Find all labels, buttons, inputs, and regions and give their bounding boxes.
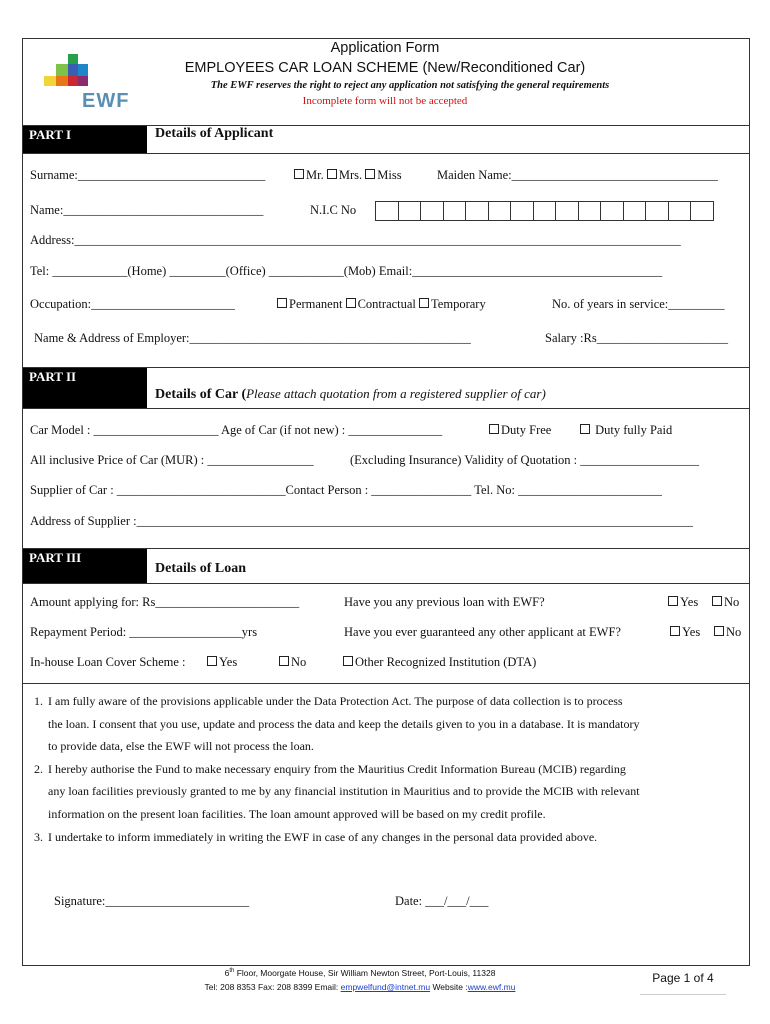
part3-title: Details of Loan: [155, 561, 246, 576]
years-service-field[interactable]: No. of years in service:_________: [552, 297, 725, 311]
maiden-name-field[interactable]: Maiden Name:_________________________________: [437, 168, 718, 182]
supplier-field[interactable]: Supplier of Car : ___________________________Contact Person : ________________ Tel. No: _______________________: [30, 483, 662, 497]
page-number: Page 1 of 4: [640, 968, 726, 995]
title-checkbox-mr[interactable]: Mr.: [294, 168, 324, 182]
inhouse-loan-cover-label: In-house Loan Cover Scheme :: [30, 655, 186, 669]
footer-address: 6th Floor, Moorgate House, Sir William Newton Street, Port-Louis, 11328: [224, 968, 496, 978]
divider: [22, 408, 750, 409]
checkbox-icon[interactable]: [712, 596, 722, 606]
checkbox-icon[interactable]: [279, 656, 289, 666]
checkbox-icon[interactable]: [365, 169, 375, 179]
divider: [22, 683, 750, 684]
employment-type-options: [277, 297, 486, 312]
checkbox-duty-free[interactable]: Duty Free: [489, 423, 551, 438]
website-link[interactable]: www.ewf.mu: [467, 982, 516, 992]
logo-text: EWF: [82, 90, 130, 112]
employer-field[interactable]: Name & Address of Employer:_____________________________________________: [34, 331, 471, 345]
declaration-item: 3. I undertake to inform immediately in writing the EWF in case of any changes in the personal data provided above.: [34, 829, 598, 844]
repayment-period-field[interactable]: Repayment Period: __________________yrs: [30, 625, 258, 639]
title-checkbox-miss[interactable]: Miss: [365, 168, 401, 182]
occupation-field[interactable]: Occupation:_______________________: [30, 297, 235, 311]
email-link[interactable]: empwelfund@intnet.mu: [340, 982, 431, 992]
surname-field[interactable]: Surname:______________________________: [30, 168, 266, 182]
part2-label: PART II: [23, 368, 147, 408]
checkbox-icon[interactable]: [294, 169, 304, 179]
footer-contact: Tel: 208 8353 Fax: 208 8399 Email: empwelfund@intnet.mu Website :www.ewf.mu: [204, 982, 516, 992]
warning-text: Incomplete form will not be accepted: [302, 95, 468, 107]
form-subtitle: EMPLOYEES CAR LOAN SCHEME (New/Reconditioned Car): [184, 60, 586, 76]
checkbox-icon[interactable]: [343, 656, 353, 666]
checkbox-duty-paid[interactable]: Duty fully Paid: [580, 423, 672, 438]
checkbox-temporary[interactable]: Temporary: [419, 297, 486, 311]
checkbox-icon[interactable]: [207, 656, 217, 666]
declaration-item: 1. I am fully aware of the provisions applicable under the Data Protection Act. The purpose of data collection is to process the loan. I consent that you use, update and process the data and keep the details given to you in a database. It is mandatory to provide data, else the EWF will not process the loan.: [34, 694, 640, 754]
price-field[interactable]: All inclusive Price of Car (MUR) : _________________: [30, 453, 314, 467]
checkbox-icon[interactable]: [670, 626, 680, 636]
part1-label: PART I: [23, 126, 147, 153]
date-field[interactable]: Date: ___/___/___: [395, 894, 489, 908]
part1-title: Details of Applicant: [155, 126, 274, 141]
name-field[interactable]: Name:________________________________: [30, 203, 264, 217]
previous-loan-yes[interactable]: Yes: [668, 595, 698, 610]
checkbox-icon[interactable]: [580, 424, 590, 434]
previous-loan-question: Have you any previous loan with EWF?: [344, 595, 545, 609]
previous-loan-no[interactable]: No: [712, 595, 739, 610]
title-options: [294, 168, 402, 183]
address-field[interactable]: Address:_________________________________________________________________________________________________: [30, 233, 681, 247]
checkbox-icon[interactable]: [277, 298, 287, 308]
nic-label: N.I.C No: [310, 203, 357, 217]
telephone-field[interactable]: Tel: ____________(Home) _________(Office) ____________(Mob) Email:________________________________________: [30, 264, 663, 278]
checkbox-icon[interactable]: [714, 626, 724, 636]
checkbox-icon[interactable]: [419, 298, 429, 308]
inhouse-yes[interactable]: Yes: [207, 655, 237, 670]
form-title: Application Form: [330, 40, 440, 56]
checkbox-permanent[interactable]: Permanent: [277, 297, 342, 311]
declarations-list: [30, 690, 640, 848]
salary-field[interactable]: Salary :Rs_____________________: [545, 331, 728, 345]
disclaimer: The EWF reserves the right to reject any application not satisfying the general requirements: [210, 80, 610, 91]
inhouse-no[interactable]: No: [279, 655, 306, 670]
checkbox-icon[interactable]: [489, 424, 499, 434]
car-model-field[interactable]: Car Model : ____________________ Age of Car (if not new) : _______________: [30, 423, 443, 437]
checkbox-icon[interactable]: [346, 298, 356, 308]
signature-field[interactable]: Signature:_______________________: [54, 894, 250, 908]
guaranteed-question: Have you ever guaranteed any other applicant at EWF?: [344, 625, 621, 639]
guaranteed-no[interactable]: No: [714, 625, 741, 640]
supplier-address-field[interactable]: Address of Supplier :_________________________________________________________________________________________: [30, 514, 693, 528]
divider: [22, 153, 750, 154]
divider: [22, 583, 750, 584]
other-institution-checkbox[interactable]: Other Recognized Institution (DTA): [343, 655, 536, 670]
guaranteed-yes[interactable]: Yes: [670, 625, 700, 640]
checkbox-contractual[interactable]: Contractual: [346, 297, 416, 311]
nic-boxes[interactable]: [376, 201, 714, 221]
loan-amount-field[interactable]: Amount applying for: Rs_______________________: [30, 595, 300, 609]
title-checkbox-mrs[interactable]: Mrs.: [327, 168, 362, 182]
checkbox-icon[interactable]: [327, 169, 337, 179]
validity-field[interactable]: (Excluding Insurance) Validity of Quotation : ___________________: [350, 453, 700, 467]
part3-label: PART III: [23, 549, 147, 583]
declaration-item: 2. I hereby authorise the Fund to make necessary enquiry from the Mauritius Credit Information Bureau (MCIB) regarding any loan facilities previously granted to me by any financial institution in Mauritius and to provide the MCIB with relevant information on the present loan facilities. The loan amount approved will be based on my credit profile.: [34, 761, 640, 821]
part2-title: Details of Car (Please attach quotation from a registered supplier of car): [155, 386, 546, 402]
checkbox-icon[interactable]: [668, 596, 678, 606]
